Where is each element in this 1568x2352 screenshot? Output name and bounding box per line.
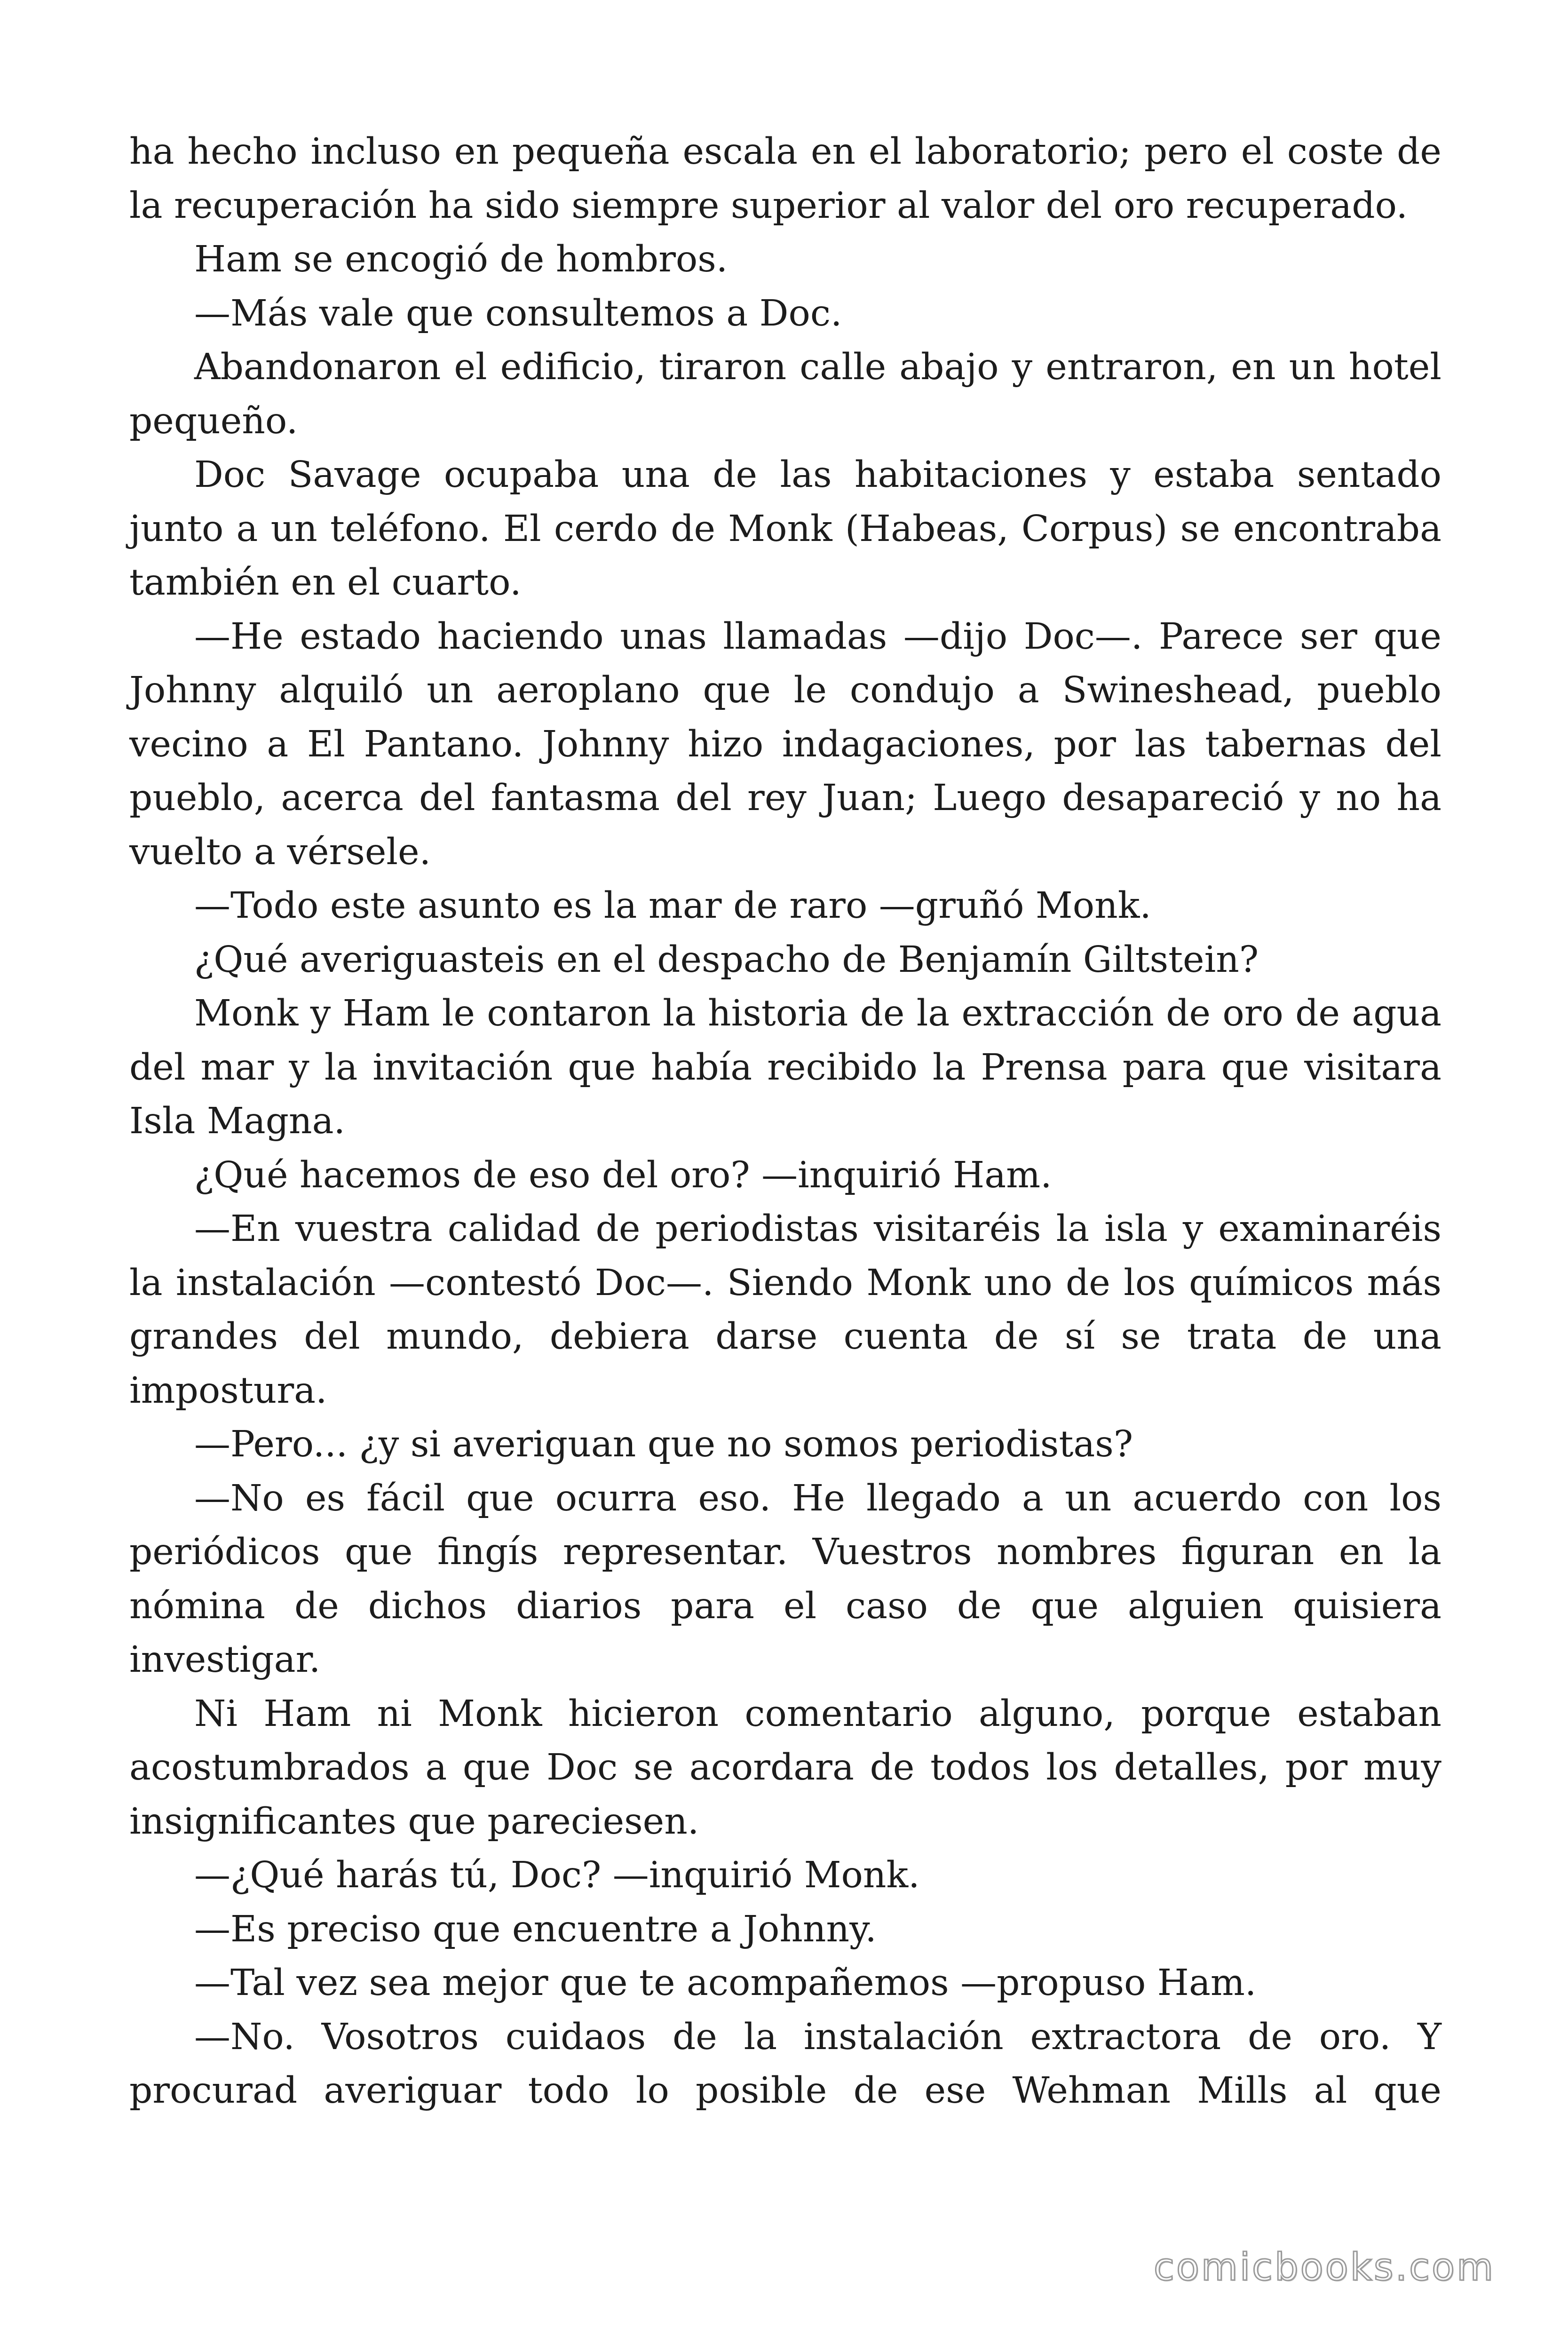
paragraph: —En vuestra calidad de periodistas visitaréis la isla y examinaréis la instalación —contestó Doc—. Siendo Monk uno de los químicos más grandes del mundo, debiera darse cuenta de sí se trata de una impostura.: [129, 1208, 1441, 1412]
paragraph: —Todo este asunto es la mar de raro —gruñó Monk.: [194, 885, 1151, 927]
paragraph: Doc Savage ocupaba una de las habitaciones y estaba sentado junto a un teléfono. El cerdo de Monk (Habeas, Corpus) se encontraba también en el cuarto.: [129, 454, 1441, 604]
paragraph: —No. Vosotros cuidaos de la instalación extractora de oro. Y procurad averiguar todo lo posible de ese Wehman Mills al que: [129, 2016, 1441, 2112]
paragraph: —Es preciso que encuentre a Johnny.: [194, 1908, 877, 1950]
paragraph: Ni Ham ni Monk hicieron comentario alguno, porque estaban acostumbrados a que Doc se acordara de todos los detalles, por muy insignificantes que pareciesen.: [129, 1692, 1441, 1843]
paragraph: —He estado haciendo unas llamadas —dijo Doc—. Parece ser que Johnny alquiló un aeroplano que le condujo a Swineshead, pueblo vecino a El Pantano. Johnny hizo indagaciones, por las tabernas del pueblo, acerca del fantasma del rey Juan; Luego desapareció y no ha vuelto a vérsele.: [129, 615, 1441, 873]
paragraph: Abandonaron el edificio, tiraron calle abajo y entraron, en un hotel pequeño.: [129, 346, 1441, 442]
paragraph: —¿Qué harás tú, Doc? —inquirió Monk.: [194, 1854, 920, 1896]
page-body: [129, 125, 1441, 2118]
paragraph: —Pero... ¿y si averiguan que no somos periodistas?: [194, 1423, 1133, 1465]
paragraph: ¿Qué averiguasteis en el despacho de Benjamín Giltstein?: [194, 938, 1259, 981]
paragraph: Monk y Ham le contaron la historia de la extracción de oro de agua del mar y la invitación que había recibido la Prensa para que visitara Isla Magna.: [129, 993, 1441, 1142]
watermark: comicbooks.com: [1153, 2245, 1495, 2289]
paragraph: ¿Qué hacemos de eso del oro? —inquirió Ham.: [194, 1154, 1052, 1196]
paragraph: —Tal vez sea mejor que te acompañemos —propuso Ham.: [194, 1962, 1257, 2004]
paragraph: —Más vale que consultemos a Doc.: [194, 292, 842, 334]
paragraph: Ham se encogió de hombros.: [194, 238, 728, 280]
paragraph: —No es fácil que ocurra eso. He llegado a un acuerdo con los periódicos que fingís representar. Vuestros nombres figuran en la nómina de dichos diarios para el caso de que alguien quisiera investigar.: [129, 1477, 1441, 1681]
paragraph: ha hecho incluso en pequeña escala en el laboratorio; pero el coste de la recuperación ha sido siempre superior al valor del oro recuperado.: [129, 131, 1441, 227]
